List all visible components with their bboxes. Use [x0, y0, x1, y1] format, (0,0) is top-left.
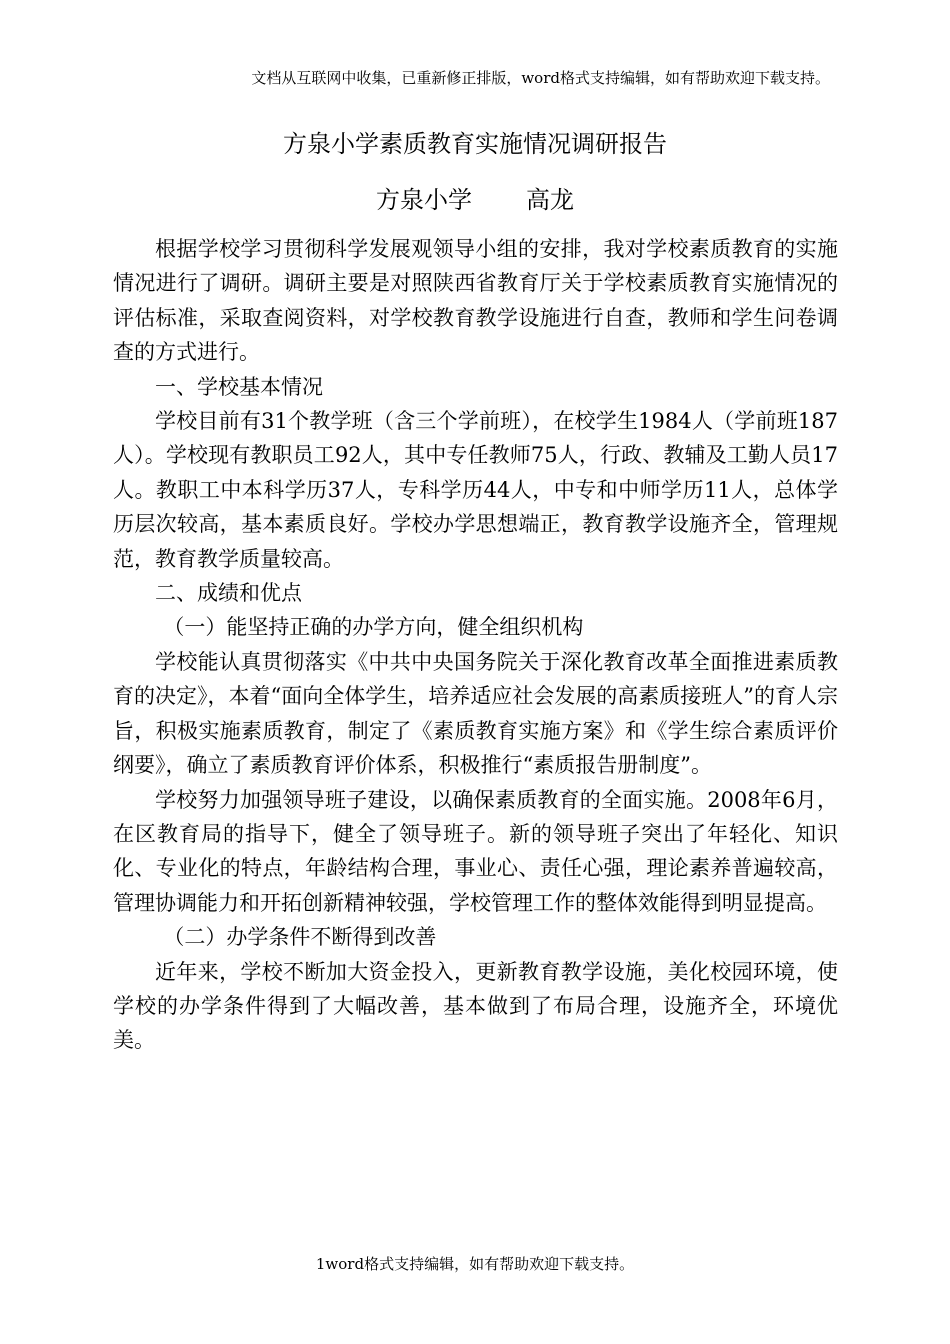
- paragraph-conditions: 近年来，学校不断加大资金投入，更新教育教学设施，美化校园环境，使学校的办学条件得到了大幅改善，基本做到了布局合理，设施齐全，环境优美。: [113, 959, 838, 1053]
- paragraph-basic-info: 学校目前有31个教学班（含三个学前班），在校学生1984人（学前班187人）。学校现有教职员工92人，其中专任教师75人，行政、教辅及工勤人员17人。教职工中本科学历37人，专科学历44人，中专和中师学历11人，总体学历层次较高，基本素质良好。学校办学思想端正，教育教学设施齐全，管理规范，教育教学质量较高。: [113, 409, 838, 571]
- section-heading-1: 一、学校基本情况: [155, 374, 323, 399]
- subsection-heading-1: （一）能坚持正确的办学方向，健全组织机构: [163, 615, 584, 640]
- header-note: 文档从互联网中收集，已重新修正排版，word格式支持编辑，如有帮助欢迎下载支持。: [251, 69, 830, 87]
- document-title: 方泉小学素质教育实施情况调研报告: [283, 130, 667, 158]
- byline: [0, 184, 950, 216]
- paragraph-intro: 根据学校学习贯彻科学发展观领导小组的安排，我对学校素质教育的实施情况进行了调研。调研主要是对照陕西省教育厅关于学校素质教育实施情况的评估标准，采取查阅资料，对学校教育教学设施进行自查，教师和学生问卷调查的方式进行。: [113, 237, 838, 365]
- subsection-heading-2: （二）办学条件不断得到改善: [163, 925, 437, 950]
- document-body: [113, 232, 838, 1058]
- footer-note: 1word格式支持编辑，如有帮助欢迎下载支持。: [315, 1255, 635, 1273]
- paragraph-direction: 学校能认真贯彻落实《中共中央国务院关于深化教育改革全面推进素质教育的决定》，本着“面向全体学生，培养适应社会发展的高素质接班人”的育人宗旨，积极实施素质教育，制定了《素质教育实施方案》和《学生综合素质评价纲要》，确立了素质教育评价体系，积极推行“素质报告册制度”。: [113, 649, 838, 778]
- byline-author: 高龙: [526, 186, 574, 214]
- paragraph-leadership: 学校努力加强领导班子建设，以确保素质教育的全面实施。2008年6月，在区教育局的指导下，健全了领导班子。新的领导班子突出了年轻化、知识化、专业化的特点，年龄结构合理，事业心、责任心强，理论素养普遍较高，管理协调能力和开拓创新精神较强，学校管理工作的整体效能得到明显提高。: [113, 787, 838, 915]
- byline-school: 方泉小学: [376, 186, 472, 214]
- section-heading-2: 二、成绩和优点: [155, 581, 302, 606]
